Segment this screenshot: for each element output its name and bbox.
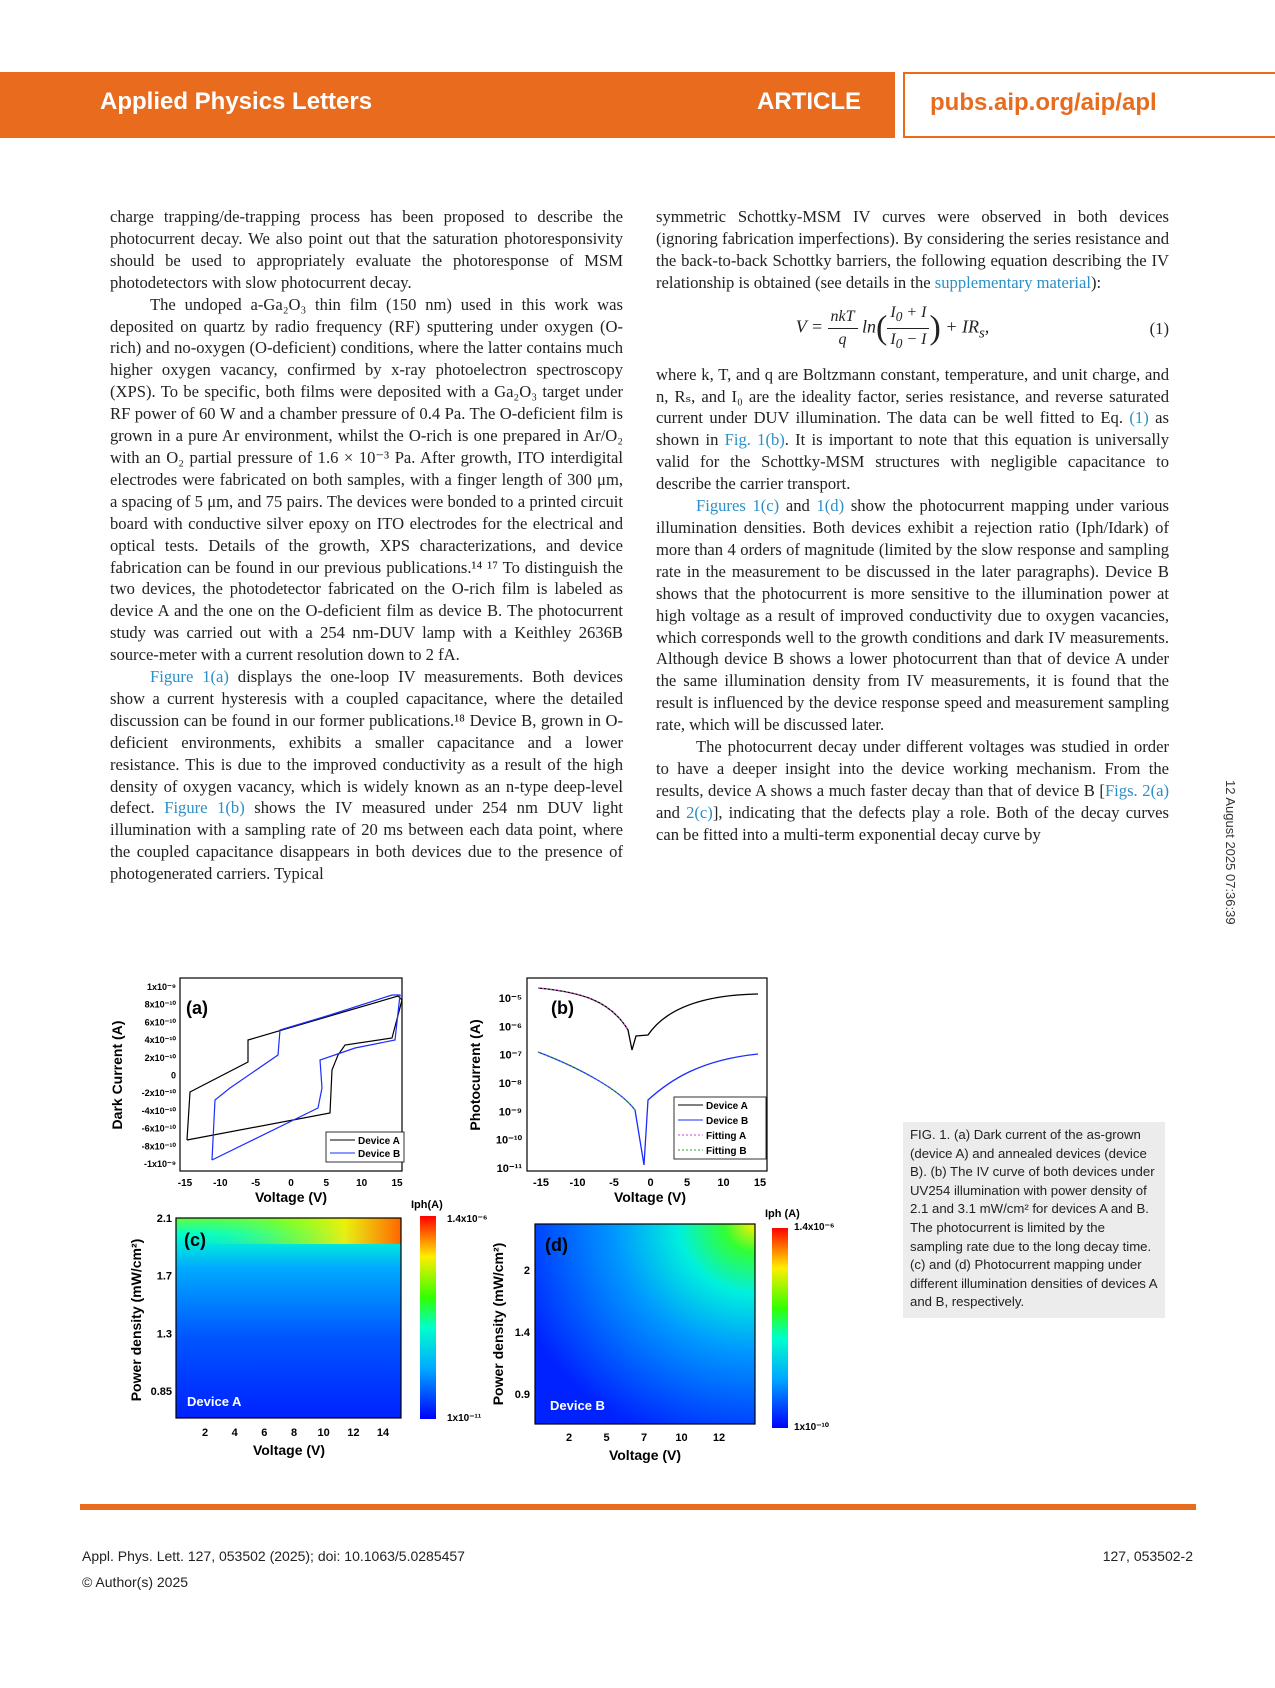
- journal-url[interactable]: pubs.aip.org/aip/apl: [930, 89, 1157, 116]
- text-span: ], indicating that the defects play a role. Both of the decay curves can be fitted into a multi-term exponential decay curve by: [656, 802, 1169, 844]
- y-tick-label: 6x10⁻¹⁰: [144, 1017, 176, 1028]
- legend: [674, 1097, 766, 1159]
- x-tick-label: 2: [565, 1432, 573, 1444]
- text-span: and: [656, 802, 687, 822]
- x-tick-label: -15: [533, 1177, 549, 1189]
- figure-link[interactable]: 2(c): [686, 802, 713, 822]
- figure-link[interactable]: Figures 1(c): [696, 496, 780, 516]
- x-tick-label: 0: [288, 1178, 294, 1189]
- x-tick-label: -5: [251, 1178, 261, 1189]
- colorbar-max: 1.4x10⁻⁶: [447, 1214, 488, 1225]
- paragraph: The undoped a-Ga₂O₃ thin film (150 nm) used in this work was deposited on quartz by radio frequency (RF) sputtering under oxygen (O-rich) and no-oxygen (O-deficient) conditions, where the latter contains much higher oxygen vacancy, confirmed by x-ray photoelectron spectroscopy (XPS). To be specific, both films were deposited with a Ga₂O₃ target under RF power of 60 W and a chamber pressure of 0.4 Pa. The O-deficient film is grown in a pure Ar environment, whilst the O-rich is one prepared in Ar/O₂ with an O₂ partial pressure of 1.6 × 10⁻³ Pa. After growth, ITO interdigital electrodes were fabricated on both samples, with a finger length of 300 μm, a spacing of 5 μm, and 75 pairs. The devices were bonded to a printed circuit board with conductive silver epoxy on ITO electrodes for the electrical and optical tests. Details of the growth, XPS characterizations, and device fabrication can be found in our previous publications.¹⁴ ¹⁷ To distinguish the two devices, the photodetector fabricated on the O-rich film is labeled as device A and the one on the O-deficient film as device B. The photocurrent study was carried out with a 254 nm-DUV lamp with a Keithley 2636B source-meter with a current resolution down to 2 fA.: [110, 294, 623, 665]
- heatmap-highlight: [176, 1218, 401, 1244]
- y-tick-label: 10⁻⁹: [498, 1106, 522, 1119]
- y-tick-label: 10⁻¹¹: [496, 1163, 522, 1175]
- text-span: show the photocurrent mapping under various illumination densities. Both devices exhibit a rejection ratio (Iph/Idark) of more than 4 orders of magnitude (limited by the slow response and sampling rate in the measurement to be discussed in the later paragraphs). Device B shows that the photocurrent is more sensitive to the illumination power at high voltage as a result of improved conductivity due to oxygen vacancies, which corresponds well to the growth conditions and dark IV measurements. Although device B shows a lower photocurrent than that of device A under the same illumination density from IV measurements, it is found that the result is influenced by the device response speed and measurement sampling rate, which will be discussed later.: [656, 496, 1169, 735]
- panel-a: [109, 978, 404, 1205]
- x-tick-label: 5: [683, 1177, 691, 1189]
- y-tick-label: -6x10⁻¹⁰: [141, 1123, 176, 1134]
- y-tick-label: 10⁻⁷: [499, 1049, 522, 1062]
- x-tick-label: 10: [675, 1432, 688, 1444]
- copyright: © Author(s) 2025: [82, 1574, 189, 1590]
- heatmap: [176, 1218, 401, 1418]
- colorbar: [772, 1228, 788, 1428]
- x-tick-label: 5: [603, 1432, 610, 1444]
- y-tick-label: -8x10⁻¹⁰: [141, 1141, 176, 1152]
- curve-fitting-b: [538, 1052, 635, 1110]
- y-tick-label: 4x10⁻¹⁰: [144, 1035, 176, 1046]
- text-span: where k, T, and q are Boltzmann constant, temperature, and unit charge, and n, Rₛ, and I₀ are the ideality factor, series resistance, and reverse saturated current under DUV illumination. The data can be well fitted to Eq.: [656, 364, 1169, 428]
- figure-link[interactable]: Figs. 2(a): [1104, 780, 1169, 800]
- figure-caption: FIG. 1. (a) Dark current of the as-grown (device A) and annealed devices (device B). (b) The IV curve of both devices under UV254 illumination with power density of 2.1 and 3.1 mW/cm² for devices A and B. The photocurrent is limited by the sampling rate due to the long decay time. (c) and (d) Photocurrent mapping under different illumination densities of devices A and B, respectively.: [903, 1122, 1165, 1318]
- y-tick-label: 10⁻⁵: [498, 993, 522, 1005]
- legend-entry: Fitting A: [706, 1131, 747, 1142]
- y-tick-label: -2x10⁻¹⁰: [141, 1088, 176, 1099]
- figure-link[interactable]: 1(d): [816, 496, 845, 516]
- download-timestamp: 12 August 2025 07:36:39: [1223, 780, 1238, 925]
- x-tick-label: 6: [261, 1427, 268, 1439]
- y-tick-label: 0.85: [150, 1386, 172, 1398]
- x-tick-label: -10: [569, 1177, 586, 1189]
- equation-link[interactable]: (1): [1129, 408, 1149, 428]
- y-tick-label: 10⁻¹⁰: [495, 1134, 522, 1147]
- panel-d: [490, 1208, 834, 1463]
- legend-entry: Device B: [706, 1116, 749, 1127]
- y-tick-label: 0: [170, 1070, 176, 1081]
- text-span: . It is important to note that this equation is universally valid for the Schottky-MSM structures with negligible capacitance to describe the carrier transport.: [656, 430, 1169, 494]
- y-tick-label: 10⁻⁸: [498, 1078, 522, 1090]
- text-span: displays the one-loop IV measurements. Both devices show a current hysteresis with a coupled capacitance, where the detailed discussion can be found in our former publications.¹⁸ Device B, grown in O-deficient environments, exhibits a smaller capacitance and a lower resistance. This is due to the improved conductivity as a result of the high density of oxygen vacancy, which is widely known as an n-type deep-level defect.: [110, 667, 624, 818]
- legend-entry: Device A: [358, 1136, 400, 1147]
- y-tick-label: 1.3: [156, 1328, 172, 1341]
- x-tick-label: 10: [717, 1177, 730, 1189]
- y-tick-label: 0.9: [514, 1389, 530, 1401]
- panel-label: (a): [186, 998, 208, 1018]
- y-tick-label: 8x10⁻¹⁰: [144, 999, 176, 1010]
- y-axis-label: Photocurrent (A): [467, 1019, 483, 1131]
- colorbar-title: Iph (A): [765, 1208, 800, 1220]
- y-tick-label: 1x10⁻⁹: [146, 982, 176, 992]
- curve-device-a: [187, 996, 402, 1140]
- legend-entry: Device B: [358, 1149, 401, 1160]
- x-axis-label: Voltage (V): [252, 1442, 326, 1458]
- heatmap: [535, 1224, 755, 1424]
- page-number: 127, 053502-2: [1102, 1548, 1193, 1564]
- y-tick-label: 2.1: [156, 1213, 172, 1225]
- citation: Appl. Phys. Lett. 127, 053502 (2025); doi: 10.1063/5.0285457: [82, 1548, 465, 1564]
- article-type: ARTICLE: [757, 88, 861, 115]
- y-tick-label: -4x10⁻¹⁰: [141, 1105, 176, 1116]
- device-label: Device B: [550, 1398, 605, 1413]
- x-tick-label: -15: [177, 1178, 193, 1189]
- colorbar-max: 1.4x10⁻⁶: [794, 1222, 835, 1233]
- device-label: Device A: [187, 1394, 242, 1409]
- y-tick-label: 10⁻⁶: [498, 1021, 522, 1034]
- footer-rule: [80, 1504, 1196, 1510]
- legend-entry: Fitting B: [706, 1146, 747, 1157]
- text-span: ):: [1091, 272, 1102, 292]
- x-tick-label: -10: [213, 1178, 228, 1189]
- panel-label: (b): [551, 998, 574, 1018]
- x-axis-label: Voltage (V): [613, 1189, 687, 1205]
- colorbar-min: 1x10⁻¹⁰: [794, 1422, 829, 1433]
- panel-c: [128, 1199, 487, 1458]
- y-axis-label: Power density (mW/cm²): [128, 1238, 144, 1402]
- figure-link[interactable]: Figure 1(a): [150, 667, 229, 687]
- x-tick-label: -5: [609, 1177, 619, 1189]
- x-tick-label: 15: [753, 1177, 767, 1189]
- paragraph: charge trapping/de-trapping process has been proposed to describe the photocurrent decay. We also point out that the saturation photoresponsivity should be used to appropriately evaluate the photoresponse of MSM photodetectors with slow photocurrent decay.: [110, 207, 623, 292]
- colorbar-min: 1x10⁻¹¹: [447, 1413, 482, 1424]
- text-span: symmetric Schottky-MSM IV curves were observed in both devices (ignoring fabrication imperfections). By considering the series resistance and the back-to-back Schottky barriers, the following equation describing the IV relationship is obtained (see details in the: [656, 207, 1169, 292]
- x-tick-label: 4: [231, 1427, 238, 1439]
- x-axis-label: Voltage (V): [608, 1447, 682, 1463]
- supplementary-link[interactable]: supplementary material: [934, 272, 1091, 292]
- x-tick-label: 14: [376, 1427, 390, 1439]
- journal-title: Applied Physics Letters: [100, 88, 373, 115]
- x-tick-label: 12: [347, 1427, 360, 1439]
- y-tick-label: 1.4: [514, 1327, 530, 1339]
- y-tick-label: 2x10⁻¹⁰: [144, 1052, 176, 1063]
- x-axis-label: Voltage (V): [254, 1189, 328, 1205]
- equation-body: V = $\frac{\text{nkT}}{q}$ ln( $\frac{I_0 + I}{I_0 - I}$ ) + $IR_s$,: [795, 304, 990, 352]
- panel-label: (c): [184, 1230, 206, 1250]
- equation-number: (1): [1149, 318, 1169, 338]
- colorbar-title: Iph(A): [411, 1199, 443, 1211]
- x-tick-label: 0: [647, 1177, 654, 1189]
- x-tick-label: 7: [640, 1432, 648, 1444]
- x-tick-label: 10: [356, 1178, 368, 1189]
- x-tick-label: 5: [323, 1178, 330, 1189]
- colorbar: [420, 1216, 436, 1419]
- legend: [326, 1132, 404, 1162]
- panel-b: [467, 978, 767, 1205]
- text-span: The photocurrent decay under different voltages was studied in order to have a deeper insight into the device working mechanism. From the results, device A shows a much faster decay than that of device B [: [656, 737, 1169, 800]
- y-tick-label: 1.7: [156, 1270, 172, 1283]
- figure-link[interactable]: Figure 1(b): [164, 798, 245, 818]
- figure-link[interactable]: Fig. 1(b): [724, 430, 785, 450]
- x-tick-label: 2: [201, 1427, 209, 1439]
- text-span: shows the IV measured under 254 nm DUV light illumination with a sampling rate of 20 ms between each data point, where the coupled capacitance disappears in both devices due to the presence of photogenerated carriers. Typical: [110, 798, 623, 884]
- y-axis-label: Dark Current (A): [109, 1020, 125, 1130]
- x-tick-label: 10: [317, 1427, 330, 1439]
- legend-entry: Device A: [706, 1101, 748, 1112]
- x-tick-label: 15: [391, 1178, 403, 1189]
- panel-label: (d): [545, 1235, 568, 1255]
- text-span: and: [779, 496, 817, 516]
- y-axis-label: Power density (mW/cm²): [490, 1242, 506, 1406]
- x-tick-label: 12: [712, 1432, 726, 1444]
- text-span: as shown in: [656, 408, 1169, 450]
- y-tick-label: -1x10⁻⁹: [143, 1159, 176, 1169]
- x-tick-label: 8: [290, 1427, 298, 1439]
- y-tick-label: 2: [523, 1265, 530, 1277]
